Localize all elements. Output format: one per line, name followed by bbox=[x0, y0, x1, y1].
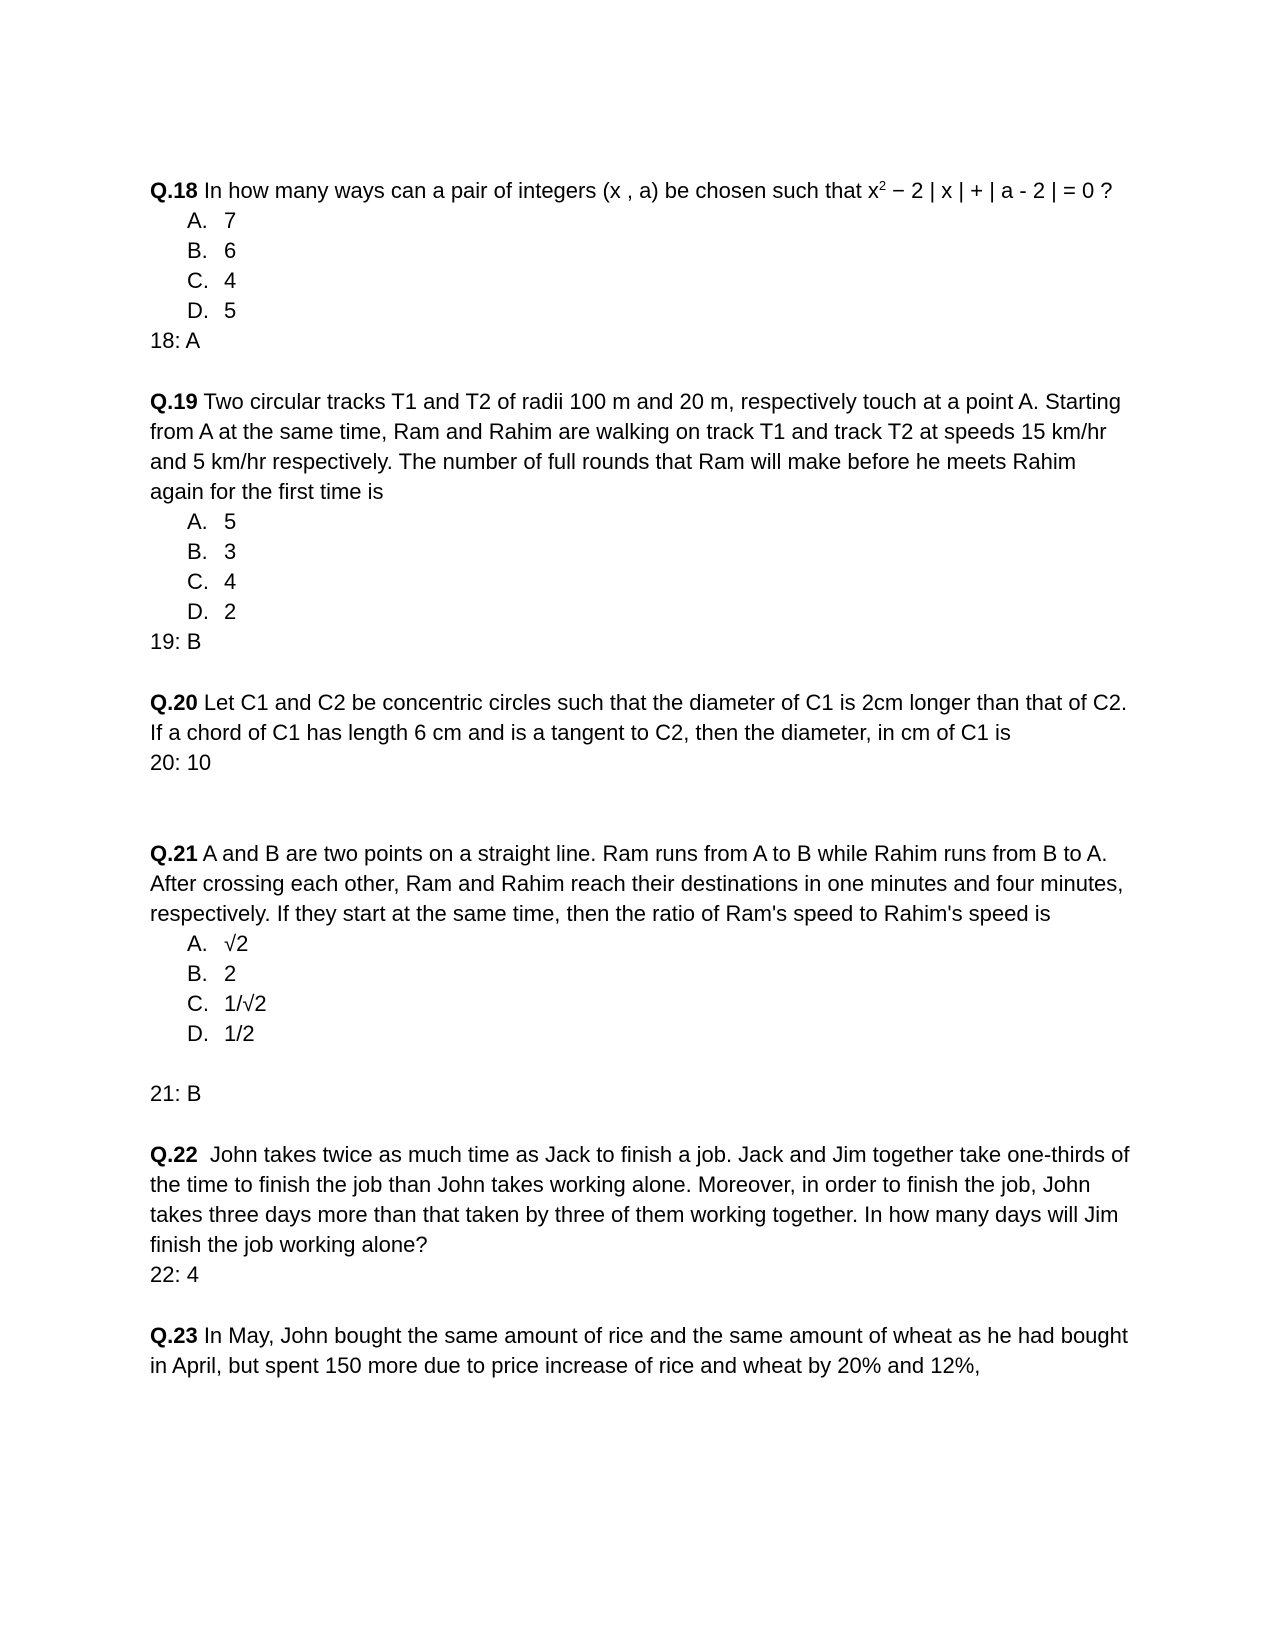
option-b bbox=[187, 959, 1130, 989]
question-21 bbox=[150, 839, 1130, 929]
option-letter: D. bbox=[187, 298, 209, 323]
option-a bbox=[187, 507, 1130, 537]
option-value: 3 bbox=[224, 539, 237, 564]
answer-20: 20: 10 bbox=[150, 750, 212, 775]
option-a bbox=[187, 206, 1130, 236]
option-b bbox=[187, 236, 1130, 266]
document-page bbox=[150, 176, 1136, 1381]
option-letter: C. bbox=[187, 569, 209, 594]
question-number: Q.18 bbox=[150, 178, 198, 203]
question-18 bbox=[150, 176, 1130, 206]
spacer bbox=[150, 1290, 1130, 1321]
option-value: 4 bbox=[224, 569, 237, 594]
question-text: Two circular tracks T1 and T2 of radii 100 m and 20 m, respectively touch at a point A. Starting from A at the same time, Ram and Rahim are walking on track T1 and track T2 at speeds 15 km/hr and 5 km/hr respectively. The number of full rounds that Ram will make before he meets Rahim again for the first time is bbox=[150, 389, 1121, 504]
question-23 bbox=[150, 1321, 1130, 1381]
question-text: A and B are two points on a straight line. Ram runs from A to B while Rahim runs from B to A. After crossing each other, Ram and Rahim reach their destinations in one minutes and four minutes, respectively. If they start at the same time, then the ratio of Ram's speed to Rahim's speed is bbox=[150, 841, 1124, 926]
answer-22: 22: 4 bbox=[150, 1262, 199, 1287]
option-value: 4 bbox=[224, 268, 237, 293]
option-letter: B. bbox=[187, 961, 208, 986]
option-letter: D. bbox=[187, 1021, 209, 1046]
option-letter: A. bbox=[187, 208, 208, 233]
option-d bbox=[187, 1019, 1130, 1049]
option-letter: B. bbox=[187, 238, 208, 263]
spacer bbox=[150, 1049, 1130, 1079]
option-d bbox=[187, 597, 1130, 627]
option-value: √2 bbox=[224, 931, 249, 956]
spacer bbox=[150, 356, 1130, 387]
option-letter: C. bbox=[187, 268, 209, 293]
question-22 bbox=[150, 1140, 1136, 1260]
answer-18: 18: A bbox=[150, 328, 201, 353]
spacer bbox=[150, 657, 1130, 688]
option-b bbox=[187, 537, 1130, 567]
answer-21: 21: B bbox=[150, 1081, 202, 1106]
option-c bbox=[187, 567, 1130, 597]
option-value: 5 bbox=[224, 298, 237, 323]
superscript-exponent: 2 bbox=[878, 178, 887, 193]
options-list-19 bbox=[150, 507, 1130, 627]
question-20 bbox=[150, 688, 1130, 748]
option-letter: C. bbox=[187, 991, 209, 1016]
question-number: Q.23 bbox=[150, 1323, 198, 1348]
option-letter: A. bbox=[187, 931, 208, 956]
option-value: 2 bbox=[224, 599, 237, 624]
option-letter: A. bbox=[187, 509, 208, 534]
option-d bbox=[187, 296, 1130, 326]
option-value: 1/√2 bbox=[224, 991, 267, 1016]
question-number: Q.22 bbox=[150, 1142, 198, 1167]
option-value: 6 bbox=[224, 238, 237, 263]
option-value: 5 bbox=[224, 509, 237, 534]
option-value: 2 bbox=[224, 961, 237, 986]
question-text: In May, John bought the same amount of rice and the same amount of wheat as he had bought in April, but spent 150 more due to price increase of rice and wheat by 20% and 12%, bbox=[150, 1323, 1128, 1378]
options-list-18 bbox=[150, 206, 1130, 326]
question-text: In how many ways can a pair of integers (x , a) be chosen such that x bbox=[197, 178, 879, 203]
option-value: 1/2 bbox=[224, 1021, 255, 1046]
question-text-continued: − 2 | x | + | a - 2 | = 0 ? bbox=[886, 178, 1113, 203]
option-letter: B. bbox=[187, 539, 208, 564]
question-19 bbox=[150, 387, 1130, 507]
option-letter: D. bbox=[187, 599, 209, 624]
option-a bbox=[187, 929, 1130, 959]
question-number: Q.19 bbox=[150, 389, 198, 414]
question-text: Let C1 and C2 be concentric circles such that the diameter of C1 is 2cm longer than that of C2. If a chord of C1 has length 6 cm and is a tangent to C2, then the diameter, in cm of C1 is bbox=[150, 690, 1128, 745]
option-c bbox=[187, 266, 1130, 296]
spacer bbox=[150, 1109, 1130, 1140]
options-list-21 bbox=[150, 929, 1130, 1049]
option-c bbox=[187, 989, 1130, 1019]
question-text: John takes twice as much time as Jack to finish a job. Jack and Jim together take one-thirds of the time to finish the job than John takes working alone. Moreover, in order to finish the job, John takes three days more than that taken by three of them working together. In how many days will Jim finish the job working alone? bbox=[150, 1142, 1136, 1257]
spacer bbox=[150, 778, 1130, 839]
question-number: Q.20 bbox=[150, 690, 198, 715]
question-number: Q.21 bbox=[150, 841, 198, 866]
option-value: 7 bbox=[224, 208, 237, 233]
answer-19: 19: B bbox=[150, 629, 202, 654]
